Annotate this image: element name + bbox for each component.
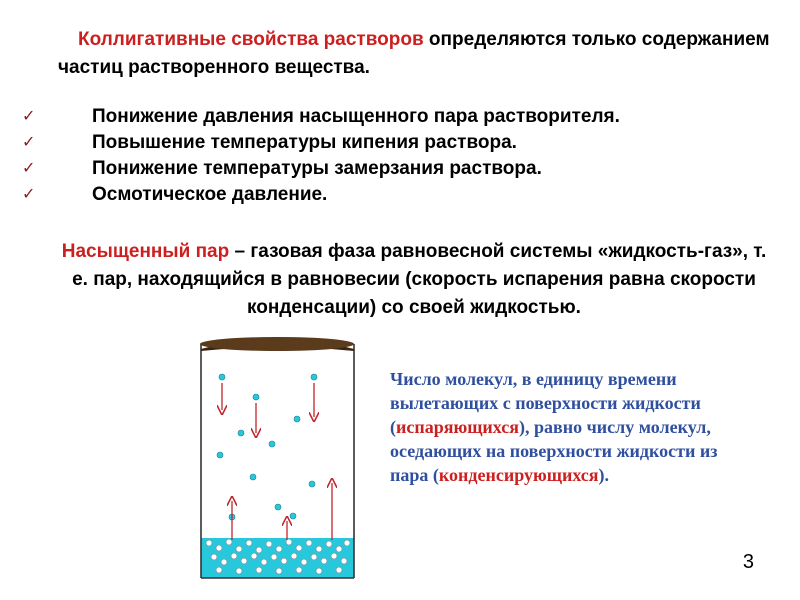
illustration-caption [390,367,720,487]
evaporation-arrows [232,483,332,540]
page-number: 3 [742,551,754,573]
intro-paragraph [58,26,778,82]
check-icon: ✓ [22,160,36,177]
list-item [22,130,762,156]
list-item [22,182,762,208]
jar-lid-top [200,337,354,351]
list-item-text: Понижение температуры замерзания раствора. [92,158,542,179]
intro-rest: определяются только содержанием частиц растворенного вещества. [58,29,770,78]
list-item-text: Понижение давления насыщенного пара растворителя. [92,106,620,127]
condensation-arrows [222,383,314,433]
property-list [22,104,762,208]
list-item-text: Осмотическое давление. [92,184,328,205]
check-icon: ✓ [22,134,36,151]
caption-part2: ), равно числу молекул, оседающих на поверхности жидкости из пара ( [390,417,718,485]
check-icon: ✓ [22,186,36,203]
vapor-jar-illustration [195,330,360,585]
vapor-particles [217,374,317,520]
caption-part3: ). [598,465,610,485]
definition-paragraph [56,238,772,322]
caption-condensing: конденсирующихся [438,465,599,485]
caption-evaporating: испаряющихся [396,417,520,437]
definition-term: Насыщенный пар [61,241,230,262]
definition-text: – газовая фаза равновесной системы «жидкость-газ», т. е. пар, находящийся в равновесии (скорость испарения равна скорости конденсации) со своей жидкостью. [72,241,767,318]
caption-part1: Число молекул, в единицу времени вылетающих с поверхности жидкости ( [390,369,701,437]
list-item [22,156,762,182]
check-icon: ✓ [22,108,36,125]
list-item [22,104,762,130]
list-item-text: Повышение температуры кипения раствора. [92,132,517,153]
intro-highlight: Коллигативные свойства растворов [78,29,424,50]
